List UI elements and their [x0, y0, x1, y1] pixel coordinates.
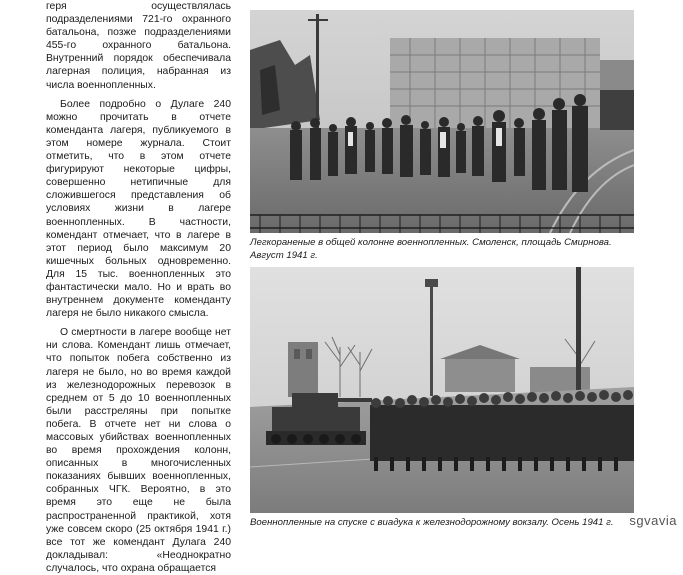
paragraph-3: О смертности в лагере вообще нет ни слова. Комендант лишь отмечает, что попыток побега собственно из лагеря не было, но во время каждой из железнодорожных перевозок в среднем от 5 до 10 военнопленных были расстреляны при попытке побега. В отчете нет ни слова о массовых убийствах военнопленных во время прохождения колонн, описанных в многочисленных показаниях бывших военнопленных, собранных ЧГК. Вероятно, в это время это еще не была распространенной практикой, хотя уже совсем скоро (25 октября 1941 г.) все тот же комендант Дулага 240 докладывал: «Неоднократно случалось, что охрана обращается — [46, 327, 231, 574]
photo-viaduct-column — [250, 267, 634, 513]
paragraph-1: геря осуществлялась подразделениями 721-го охранного батальона, позже подразделениями 455-го охранного батальона. Внутренний порядок обеспечивала лагерная полиция, набранная из числа военнопленных. — [46, 1, 231, 91]
article-text-column — [46, 0, 231, 575]
paragraph-2: Более подробно о Дулаге 240 можно прочитать в отчете коменданта лагеря, публикуемого в этом номере журнала. Стоит отметить, что в этом отчете фигурируют некоторые цифры, совершенно нетипичные для сложившегося представления об условиях жизни в лагере военнопленных. В частности, комендант отмечает, что в лагере в этот период было максимум 20 кишечных больных одновременно. Для 15 тыс. военнопленных это фантастически мало. Но и врать во внутреннем документе коменданту лагеря не было никакого смысла. — [46, 98, 231, 320]
caption-bottom-photo: Военнопленные на спуске с виадука к железнодорожному вокзалу. Осень 1941 г. — [250, 517, 614, 528]
caption-top-photo: Легкораненые в общей колонне военнопленных. Смоленск, площадь Смирнова. Август 1941 г. — [250, 237, 612, 261]
watermark-text: sgvavia — [629, 513, 677, 528]
photo-smolensk-square — [250, 10, 634, 233]
